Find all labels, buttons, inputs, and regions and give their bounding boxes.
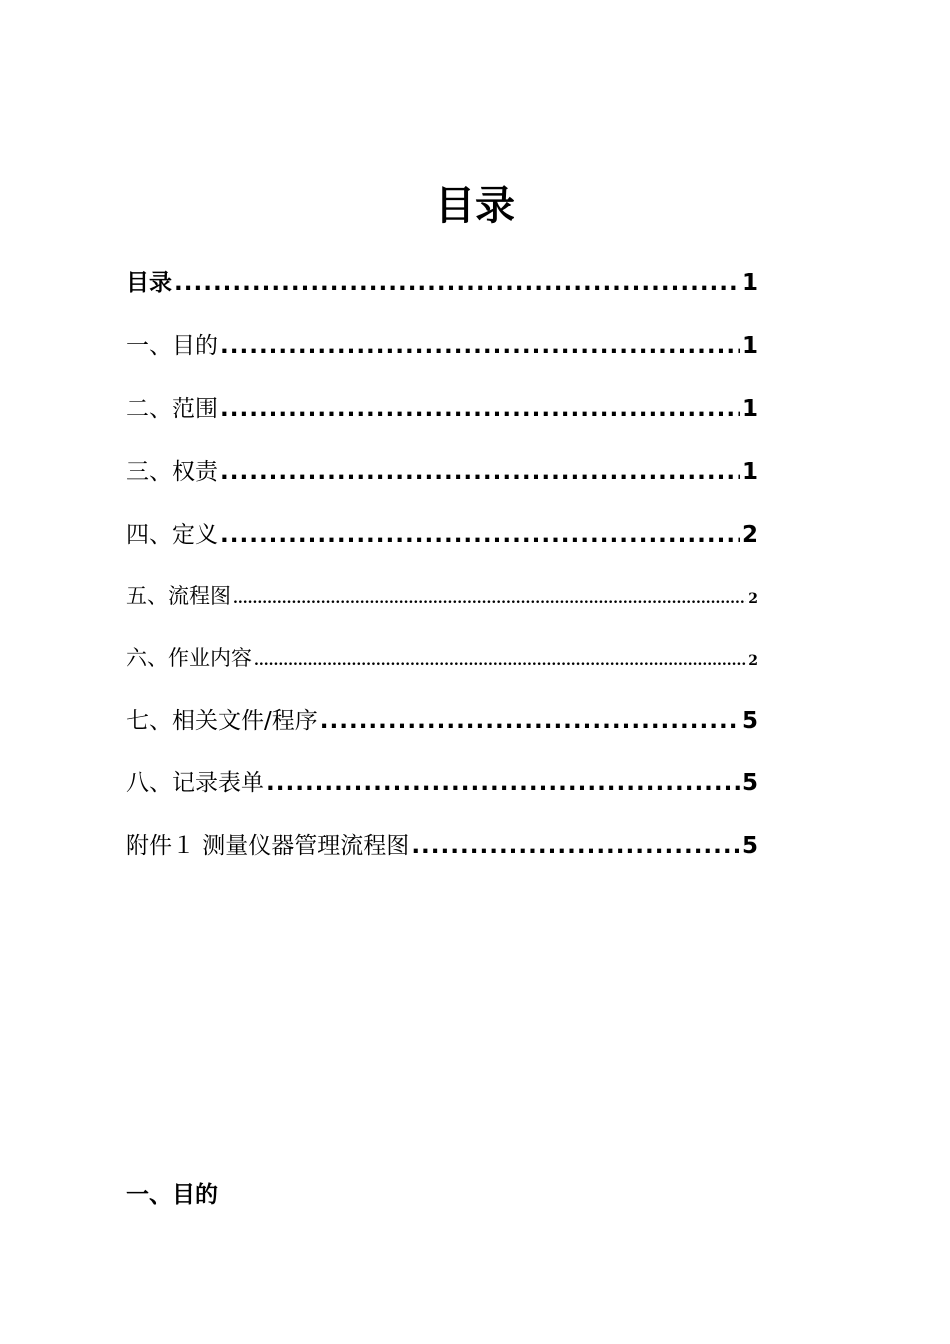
toc-dot-leader	[320, 708, 740, 734]
toc-page-number: 1	[741, 396, 758, 422]
toc-entry-responsibility[interactable]	[126, 453, 758, 486]
toc-entry-purpose[interactable]	[126, 327, 758, 360]
toc-dot-leader	[220, 333, 740, 359]
toc-entry-label: 目录	[126, 270, 172, 296]
toc-dot-leader	[220, 459, 740, 485]
toc-dot-leader	[254, 653, 746, 669]
toc-entry-label: 一、目的	[126, 333, 218, 359]
toc-entry-label: 五、流程图	[126, 584, 231, 608]
toc-entry-label: 七、相关文件/程序	[126, 708, 318, 734]
toc-dot-leader	[220, 396, 740, 422]
toc-entry-label: 附件１ 测量仪器管理流程图	[126, 833, 410, 859]
toc-dot-leader	[411, 833, 740, 859]
toc-page-number: 5	[741, 833, 758, 859]
toc-page-number: 2	[748, 591, 758, 607]
toc-dot-leader	[233, 591, 746, 607]
toc-page-number: 2	[748, 653, 758, 669]
toc-entry-record-forms[interactable]	[126, 764, 758, 797]
toc-entry-attachment-1[interactable]	[126, 827, 758, 860]
toc-page-number: 1	[741, 270, 758, 296]
toc-page-number: 2	[741, 522, 758, 548]
section-heading: 一、目的	[126, 1182, 218, 1208]
toc-entry-work-content[interactable]	[126, 642, 758, 672]
toc-page-number: 5	[741, 770, 758, 796]
toc-page-number: 1	[741, 333, 758, 359]
page-title: 目录	[435, 183, 515, 229]
toc-entry-label: 三、权责	[126, 459, 218, 485]
toc-entry-scope[interactable]	[126, 390, 758, 423]
toc-entry-definition[interactable]	[126, 516, 758, 549]
toc-page-number: 5	[741, 708, 758, 734]
toc-dot-leader	[220, 522, 740, 548]
toc-entry-label: 二、范围	[126, 396, 218, 422]
toc-entry-label: 六、作业内容	[126, 646, 252, 670]
toc-entry-label: 八、记录表单	[126, 770, 264, 796]
toc-dot-leader	[266, 770, 740, 796]
toc-entry-flowchart[interactable]	[126, 580, 758, 610]
toc-entry-label: 四、定义	[126, 522, 218, 548]
toc-dot-leader	[174, 270, 740, 296]
toc-entry-contents[interactable]	[126, 264, 758, 297]
toc-entry-related-documents[interactable]	[126, 702, 758, 735]
toc-page-number: 1	[741, 459, 758, 485]
